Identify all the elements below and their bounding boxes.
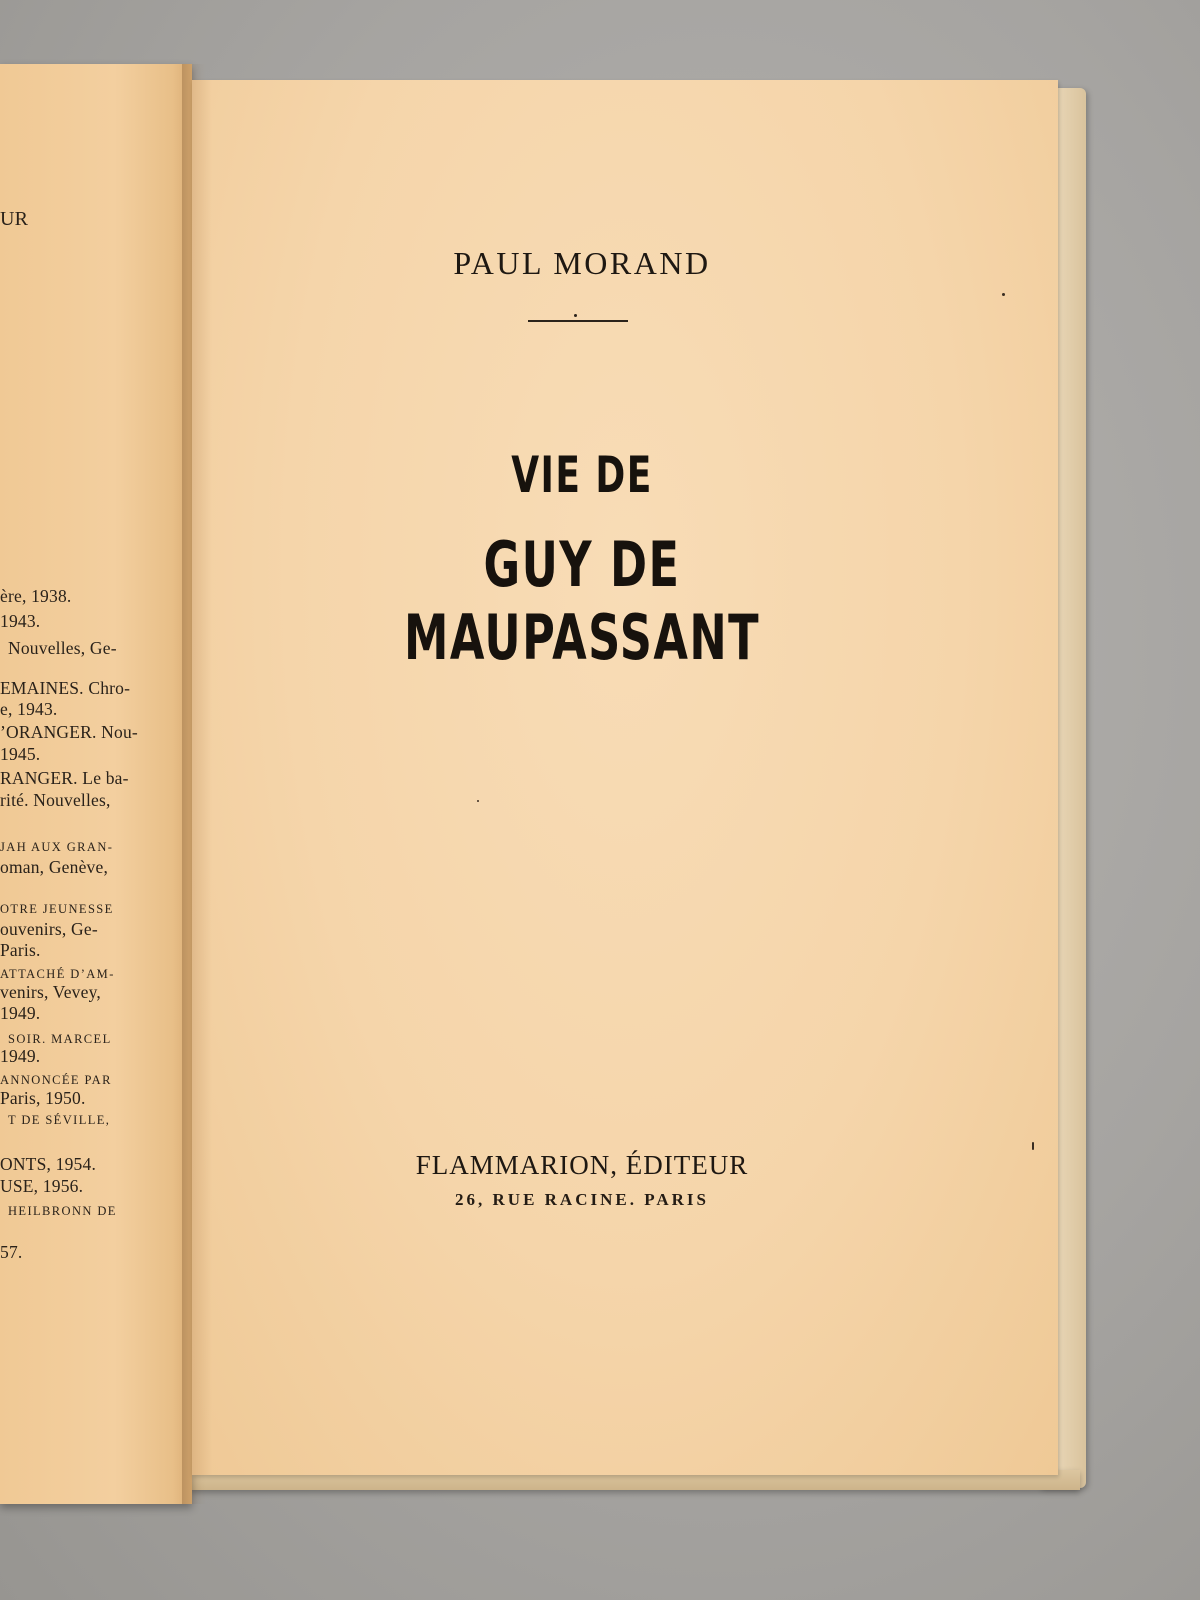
left-page-line: venirs, Vevey,: [0, 982, 101, 1002]
left-page-line: 57.: [0, 1242, 23, 1262]
left-page-line: ère, 1938.: [0, 586, 72, 606]
left-page-line: ONTS, 1954.: [0, 1154, 97, 1174]
publisher-name: FLAMMARION, ÉDITEUR: [415, 1150, 749, 1180]
left-page-line: HEILBRONN DE: [8, 1204, 117, 1218]
divider-dot: [574, 314, 577, 317]
left-page: [0, 64, 192, 1504]
book-title-line-1: VIE DE: [511, 446, 653, 504]
left-page-line: ouvenirs, Ge-: [0, 919, 98, 939]
left-page-line: UR: [0, 208, 29, 230]
left-page-line: 1949.: [0, 1003, 41, 1023]
left-page-line: 1945.: [0, 744, 41, 764]
left-page-line: SOIR. MARCEL: [8, 1032, 112, 1046]
left-page-line: USE, 1956.: [0, 1176, 84, 1196]
left-page-line: rité. Nouvelles,: [0, 790, 111, 810]
left-page-line: OTRE JEUNESSE: [0, 902, 114, 916]
left-page-line: JAH AUX GRAN-: [0, 840, 114, 854]
paper-speck: [1032, 1142, 1034, 1150]
left-page-line: 1943.: [0, 611, 41, 631]
publisher-address: 26, RUE RACINE. PARIS: [455, 1190, 709, 1209]
left-page-line: ’ORANGER. Nou-: [0, 722, 138, 742]
left-page-line: 1949.: [0, 1046, 41, 1066]
left-page-line: Nouvelles, Ge-: [8, 638, 117, 658]
author-name: PAUL MORAND: [453, 245, 711, 281]
left-page-line: Paris.: [0, 940, 41, 960]
left-page-line: ATTACHÉ D’AM-: [0, 967, 115, 981]
divider-rule: [528, 320, 628, 322]
paper-speck: [1002, 293, 1005, 296]
left-page-line: oman, Genève,: [0, 857, 109, 877]
left-page-line: ANNONCÉE PAR: [0, 1073, 112, 1087]
left-page-line: Paris, 1950.: [0, 1088, 86, 1108]
left-page-line: e, 1943.: [0, 699, 58, 719]
book-title-line-2: GUY DE MAUPASSANT: [403, 528, 761, 674]
left-page-line: RANGER. Le ba-: [0, 768, 129, 788]
title-page: [192, 80, 1058, 1475]
paper-speck: [477, 800, 479, 802]
left-page-line: EMAINES. Chro-: [0, 678, 131, 698]
left-page-line: T DE SÉVILLE,: [8, 1113, 111, 1127]
